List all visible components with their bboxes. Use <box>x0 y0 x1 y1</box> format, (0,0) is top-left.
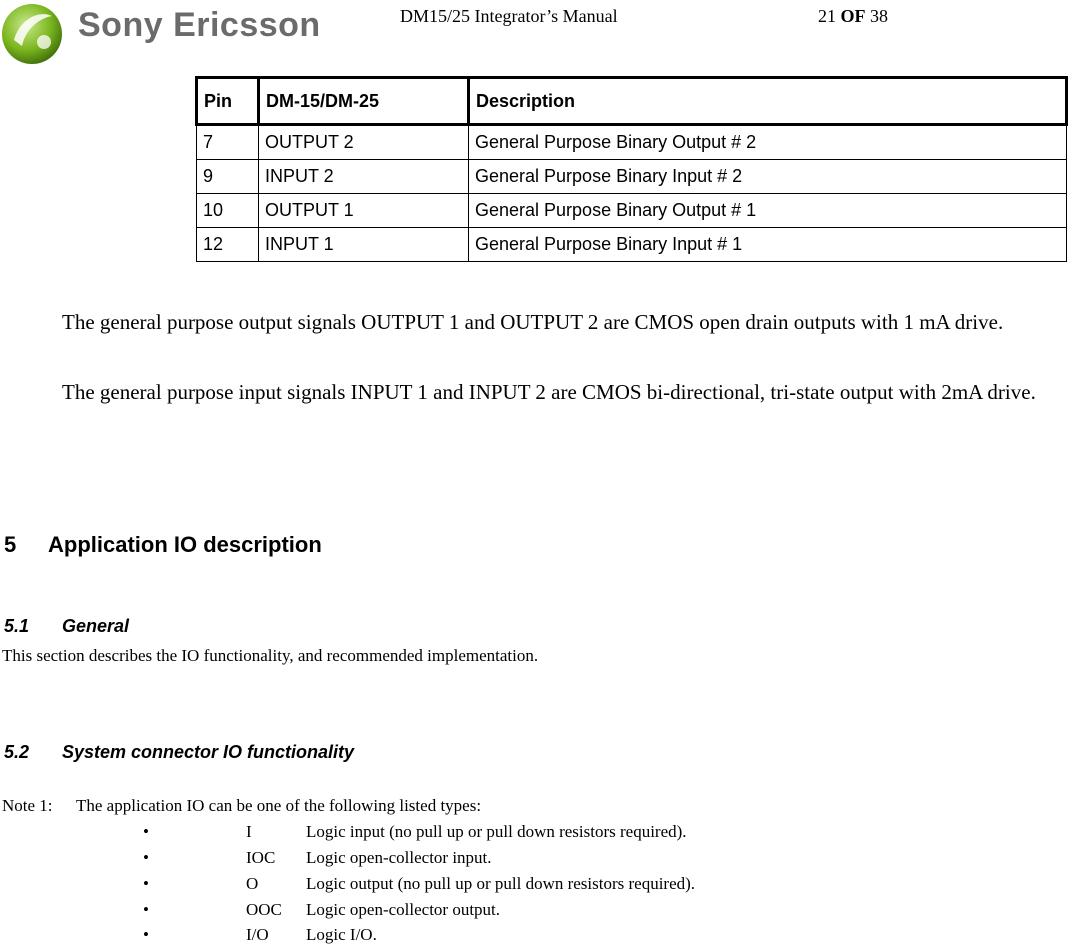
io-type-code: IOC <box>246 848 276 867</box>
page-number <box>818 6 888 27</box>
io-type-code: I <box>246 822 252 841</box>
bullet-icon: • <box>143 874 149 893</box>
bullet-icon: • <box>143 925 149 944</box>
cell-pin: 7 <box>197 125 259 160</box>
brand-wordmark: Sony Ericsson <box>78 6 321 44</box>
document-title: DM15/25 Integrator’s Manual <box>400 6 618 26</box>
cell-description: General Purpose Binary Input # 1 <box>469 228 1067 262</box>
col-header-dm: DM-15/DM-25 <box>259 78 469 125</box>
paragraph-outputs: The general purpose output signals OUTPUT 1 and OUTPUT 2 are CMOS open drain outputs with 1 mA drive. <box>62 310 1004 334</box>
section-5-heading: Application IO description <box>48 532 322 557</box>
io-type-code: OOC <box>246 900 282 919</box>
cell-description: General Purpose Binary Output # 1 <box>469 194 1067 228</box>
section-5-2-heading: System connector IO functionality <box>62 742 355 762</box>
cell-signal: INPUT 2 <box>259 160 469 194</box>
cell-pin: 12 <box>197 228 259 262</box>
pin-table <box>195 76 1068 262</box>
cell-signal: INPUT 1 <box>259 228 469 262</box>
bullet-icon: • <box>143 900 149 919</box>
section-5-1-heading: General <box>62 616 130 636</box>
page-current: 21 <box>818 6 836 26</box>
io-type-desc: Logic open-collector output. <box>306 900 501 919</box>
col-header-pin: Pin <box>197 78 259 125</box>
io-type-code: I/O <box>246 925 269 944</box>
io-type-desc: Logic output (no pull up or pull down resistors required). <box>306 874 696 893</box>
table-row <box>197 194 1067 228</box>
note-label: Note 1: <box>2 796 53 815</box>
io-type-desc: Logic I/O. <box>306 925 377 944</box>
page-total: 38 <box>870 6 888 26</box>
cell-signal: OUTPUT 1 <box>259 194 469 228</box>
section-5-2-number: 5.2 <box>4 742 30 762</box>
section-5-number: 5 <box>4 532 17 557</box>
table-row <box>197 125 1067 160</box>
io-type-desc: Logic input (no pull up or pull down resistors required). <box>306 822 687 841</box>
table-row <box>197 160 1067 194</box>
cell-signal: OUTPUT 2 <box>259 125 469 160</box>
bullet-icon: • <box>143 822 149 841</box>
col-header-description: Description <box>469 78 1067 125</box>
cell-description: General Purpose Binary Input # 2 <box>469 160 1067 194</box>
io-type-code: O <box>246 874 259 893</box>
cell-pin: 9 <box>197 160 259 194</box>
io-type-desc: Logic open-collector input. <box>306 848 492 867</box>
cell-description: General Purpose Binary Output # 2 <box>469 125 1067 160</box>
section-5-1-body: This section describes the IO functionality, and recommended implementation. <box>2 646 539 665</box>
page-of: OF <box>840 6 866 26</box>
note-text: The application IO can be one of the following listed types: <box>76 796 482 815</box>
paragraph-inputs: The general purpose input signals INPUT 1 and INPUT 2 are CMOS bi-directional, tri-state output with 2mA drive. <box>62 380 1036 404</box>
cell-pin: 10 <box>197 194 259 228</box>
bullet-icon: • <box>143 848 149 867</box>
section-5-1-number: 5.1 <box>4 616 30 636</box>
table-header-row <box>197 78 1067 125</box>
table-row <box>197 228 1067 262</box>
